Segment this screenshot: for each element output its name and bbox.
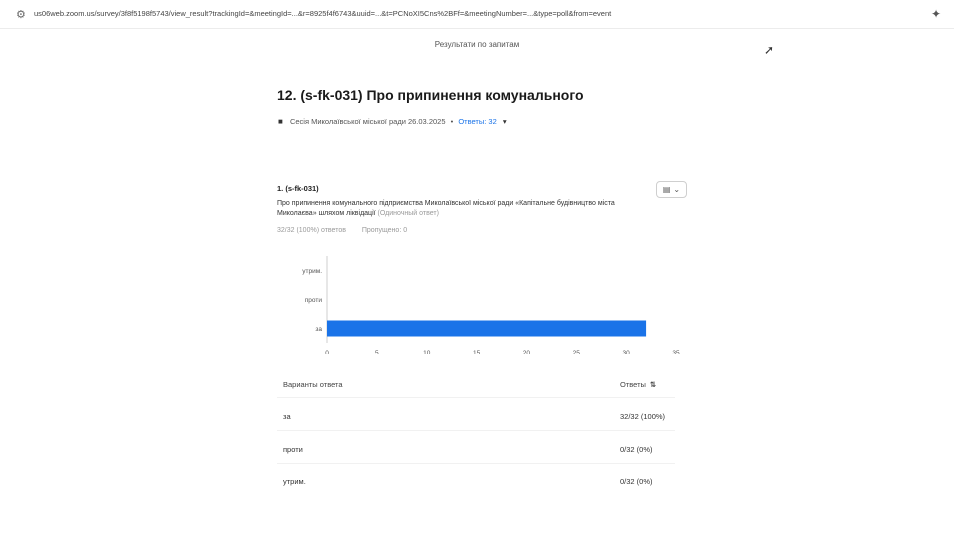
category-label: утрим.	[302, 268, 322, 275]
x-tick-label: 0	[325, 350, 329, 354]
chevron-down-icon[interactable]: ▾	[502, 117, 507, 126]
page-title: 12. (s-fk-031) Про припинення комунального	[277, 87, 584, 103]
x-tick-label: 15	[472, 350, 481, 354]
page-subtitle: Результати по запитам	[434, 40, 520, 49]
option-label: утрим.	[283, 477, 306, 486]
address-bar	[0, 0, 954, 29]
table-divider	[277, 397, 675, 398]
x-tick-label: 10	[423, 350, 431, 354]
tune-icon[interactable]: ⚙	[16, 9, 26, 21]
session-row	[278, 117, 507, 126]
table-divider	[277, 463, 675, 464]
x-tick-label: 5	[375, 350, 379, 354]
answered-count: 32/32 (100%) ответов	[277, 227, 346, 234]
option-label: проти	[283, 445, 303, 454]
answer-count: 0/32 (0%)	[620, 477, 653, 486]
category-label: проти	[304, 297, 322, 304]
puzzle-icon[interactable]: ✦	[931, 7, 942, 21]
responses-link[interactable]: Ответы: 32	[458, 117, 497, 126]
table-header	[283, 380, 673, 389]
video-camera-icon: ■	[278, 117, 283, 126]
x-tick-label: 20	[522, 350, 531, 354]
chart-bar	[327, 321, 646, 337]
x-tick-label: 35	[672, 350, 680, 354]
table-row	[283, 412, 673, 421]
question-stats	[277, 227, 407, 234]
question-text	[277, 199, 652, 219]
answer-count: 0/32 (0%)	[620, 445, 653, 454]
table-row	[283, 445, 673, 454]
option-label: за	[283, 412, 291, 421]
x-tick-label: 25	[572, 350, 580, 354]
mouse-cursor-icon: ➚	[764, 43, 775, 57]
session-name: Сесія Миколаївської міської ради 26.03.2025	[289, 117, 446, 126]
question-hint: (Одиночный ответ)	[377, 210, 439, 217]
answer-count: 32/32 (100%)	[620, 412, 666, 421]
bullet-separator: •	[450, 117, 454, 126]
skipped-count: Пропущено: 0	[361, 227, 408, 234]
table-divider	[277, 430, 675, 431]
table-row	[283, 477, 673, 486]
bar-chart-icon: ▤	[662, 185, 671, 194]
x-tick-label: 30	[622, 350, 630, 354]
category-label: за	[315, 326, 322, 333]
chart-type-button[interactable]	[656, 181, 687, 198]
results-bar-chart	[270, 250, 690, 354]
column-header-answers[interactable]: Ответы ⇅	[620, 380, 657, 389]
url-field[interactable]: us06web.zoom.us/survey/3f8f5198f5743/view_result?trackingId=&meetingId=...&r=8925f4f6743&uuid=...&t=PCNoXI5Cns%2BFf=&meetingNumber=...&type=poll&from=event	[34, 9, 612, 18]
question-body: Про припинення комунального підприємства Миколаївської міської ради «Капітальне будівництво міста Миколаєва» шляхом ліквідації	[277, 200, 615, 217]
question-number: 1. (s-fk-031)	[277, 184, 319, 193]
sort-icon[interactable]: ⇅	[649, 380, 657, 389]
column-header-option: Варианты ответа	[283, 380, 343, 389]
chevron-down-icon: ⌄	[673, 185, 681, 194]
